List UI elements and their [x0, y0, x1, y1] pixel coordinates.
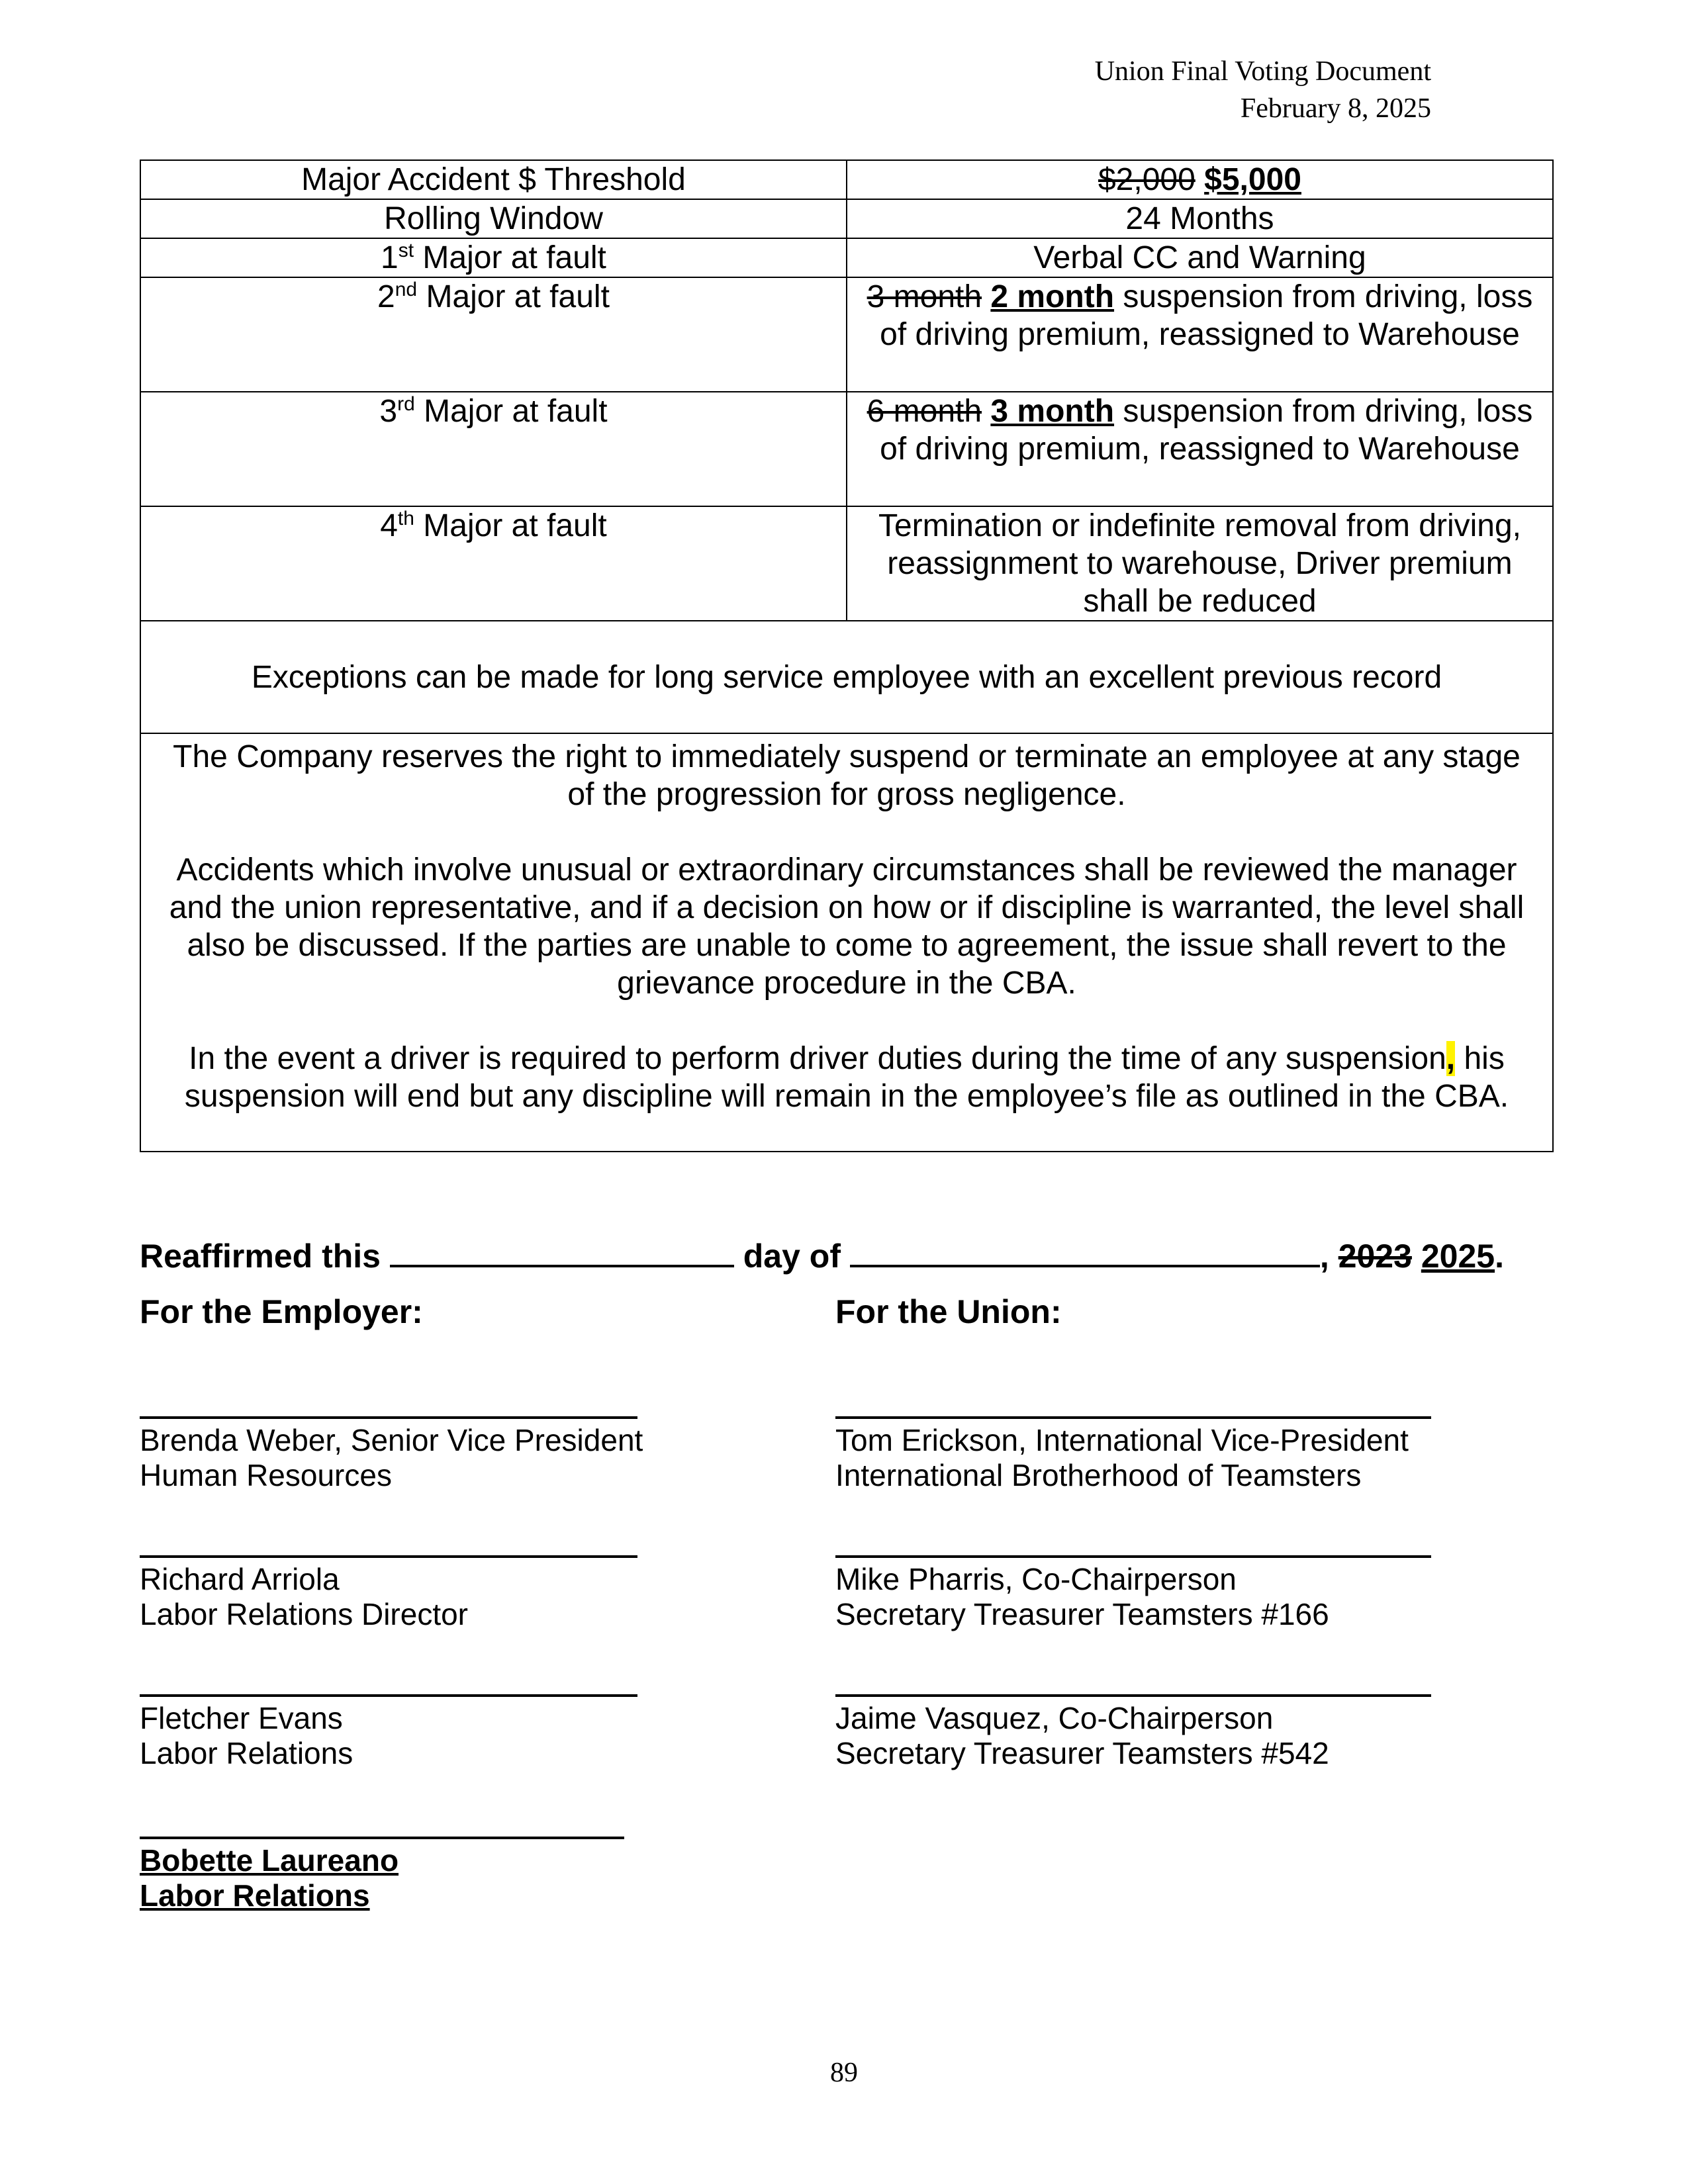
- suspension-paragraph: [157, 1040, 1536, 1115]
- exceptions-note: Exceptions can be made for long service employee with an excellent previous record: [140, 621, 1553, 733]
- paragraph-text: In the event a driver is required to perform driver duties during the time of any suspension: [189, 1041, 1446, 1076]
- fourth-major-value: Termination or indefinite removal from driving, reassignment to warehouse, Driver premium shall be reduced: [847, 506, 1553, 621]
- cell-text: suspension from driving, loss of driving premium, reassigned to Warehouse: [880, 279, 1533, 352]
- inserted-year: 2025: [1421, 1238, 1495, 1275]
- window-label: Rolling Window: [140, 199, 847, 238]
- deleted-year: 2023: [1338, 1238, 1412, 1275]
- threshold-value: [847, 160, 1553, 199]
- row-label: Major at fault: [414, 240, 606, 275]
- ordinal-number: 1: [381, 240, 399, 275]
- reaffirm-period: .: [1495, 1238, 1504, 1275]
- union-signature-1: [835, 1416, 1431, 1493]
- first-major-label: [140, 238, 847, 277]
- ordinal-number: 2: [377, 279, 395, 314]
- row-label: Major at fault: [417, 279, 610, 314]
- discipline-progression-table: [140, 159, 1554, 1152]
- employer-signature-1: [140, 1416, 643, 1493]
- ordinal-suffix: st: [398, 240, 414, 261]
- inserted-text: $5,000: [1204, 162, 1301, 197]
- signer-title: Human Resources: [140, 1458, 392, 1492]
- month-blank[interactable]: [850, 1234, 1320, 1267]
- deleted-text: $2,000: [1098, 162, 1196, 197]
- union-heading: For the Union:: [835, 1293, 1062, 1330]
- union-signature-2: [835, 1555, 1431, 1632]
- page-number: 89: [830, 2058, 858, 2088]
- row-label: Major at fault: [414, 394, 608, 429]
- table-row: [140, 277, 1553, 392]
- reaffirmation-line: [140, 1234, 1504, 1276]
- window-value: 24 Months: [847, 199, 1553, 238]
- table-row: [140, 238, 1553, 277]
- inserted-text: 2 month: [990, 279, 1115, 314]
- ordinal-suffix: nd: [395, 279, 418, 300]
- signature-line[interactable]: [835, 1416, 1431, 1419]
- signer-title: Labor Relations: [140, 1878, 370, 1913]
- signer-name: Bobette Laureano: [140, 1843, 399, 1878]
- unusual-circumstances-paragraph: Accidents which involve unusual or extraordinary circumstances shall be reviewed the manager and the union representative, and if a decision on how or if discipline is warranted, the level shall also be discussed. If the parties are unable to come to agreement, the issue shall revert to the grievance procedure in the CBA.: [169, 852, 1524, 1001]
- table-row: [140, 621, 1553, 733]
- ordinal-suffix: rd: [397, 393, 415, 415]
- signer-name: Jaime Vasquez, Co-Chairperson: [835, 1701, 1274, 1735]
- signer-name: Mike Pharris, Co-Chairperson: [835, 1562, 1237, 1596]
- document-title: Union Final Voting Document: [1094, 56, 1431, 87]
- deleted-text: 6 month: [867, 394, 982, 429]
- fourth-major-label: [140, 506, 847, 621]
- union-signature-3: [835, 1694, 1431, 1771]
- reserve-paragraph: The Company reserves the right to immediately suspend or terminate an employee at any stage of the progression for gross negligence.: [173, 739, 1521, 812]
- signer-name: Brenda Weber, Senior Vice President: [140, 1423, 643, 1457]
- second-major-value: [847, 277, 1553, 392]
- signature-line[interactable]: [835, 1555, 1431, 1558]
- cell-text: suspension from driving, loss of driving premium, reassigned to Warehouse: [880, 394, 1533, 467]
- signer-title: Secretary Treasurer Teamsters #166: [835, 1597, 1329, 1631]
- table-row: [140, 199, 1553, 238]
- ordinal-number: 3: [379, 394, 398, 429]
- table-row: [140, 506, 1553, 621]
- terms-cell: [140, 733, 1553, 1152]
- page-header: [1095, 53, 1431, 127]
- signer-name: Richard Arriola: [140, 1562, 340, 1596]
- third-major-label: [140, 392, 847, 506]
- table-row: [140, 733, 1553, 1152]
- signature-line[interactable]: [140, 1694, 637, 1697]
- deleted-text: 3 month: [867, 279, 982, 314]
- document-date: February 8, 2025: [1240, 93, 1431, 124]
- inserted-text: 3 month: [990, 394, 1115, 429]
- employer-heading: For the Employer:: [140, 1293, 423, 1330]
- signer-title: International Brotherhood of Teamsters: [835, 1458, 1362, 1492]
- employer-signature-4: [140, 1837, 624, 1913]
- ordinal-number: 4: [380, 508, 398, 543]
- paragraph-text: his suspension will end but any discipline will remain in the employee’s file as outlined in the CBA.: [184, 1041, 1509, 1114]
- signer-name: Tom Erickson, International Vice-President: [835, 1423, 1409, 1457]
- signer-name: Fletcher Evans: [140, 1701, 343, 1735]
- signer-title: Secretary Treasurer Teamsters #542: [835, 1736, 1329, 1770]
- threshold-label: Major Accident $ Threshold: [140, 160, 847, 199]
- reaffirm-comma: ,: [1319, 1238, 1338, 1275]
- signature-line[interactable]: [140, 1837, 624, 1839]
- day-blank[interactable]: [390, 1234, 734, 1267]
- reaffirm-prefix: Reaffirmed this: [140, 1238, 390, 1275]
- signer-title: Labor Relations: [140, 1736, 353, 1770]
- signature-line[interactable]: [140, 1416, 637, 1419]
- table-row: [140, 160, 1553, 199]
- table-row: [140, 392, 1553, 506]
- signature-line[interactable]: [835, 1694, 1431, 1697]
- signer-title: Labor Relations Director: [140, 1597, 469, 1631]
- employer-signature-2: [140, 1555, 637, 1632]
- third-major-value: [847, 392, 1553, 506]
- highlighted-insertion: ,: [1446, 1041, 1456, 1076]
- row-label: Major at fault: [414, 508, 607, 543]
- first-major-value: Verbal CC and Warning: [847, 238, 1553, 277]
- reaffirm-middle: day of: [733, 1238, 850, 1275]
- employer-signature-3: [140, 1694, 637, 1771]
- ordinal-suffix: th: [397, 508, 414, 529]
- signature-line[interactable]: [140, 1555, 637, 1558]
- second-major-label: [140, 277, 847, 392]
